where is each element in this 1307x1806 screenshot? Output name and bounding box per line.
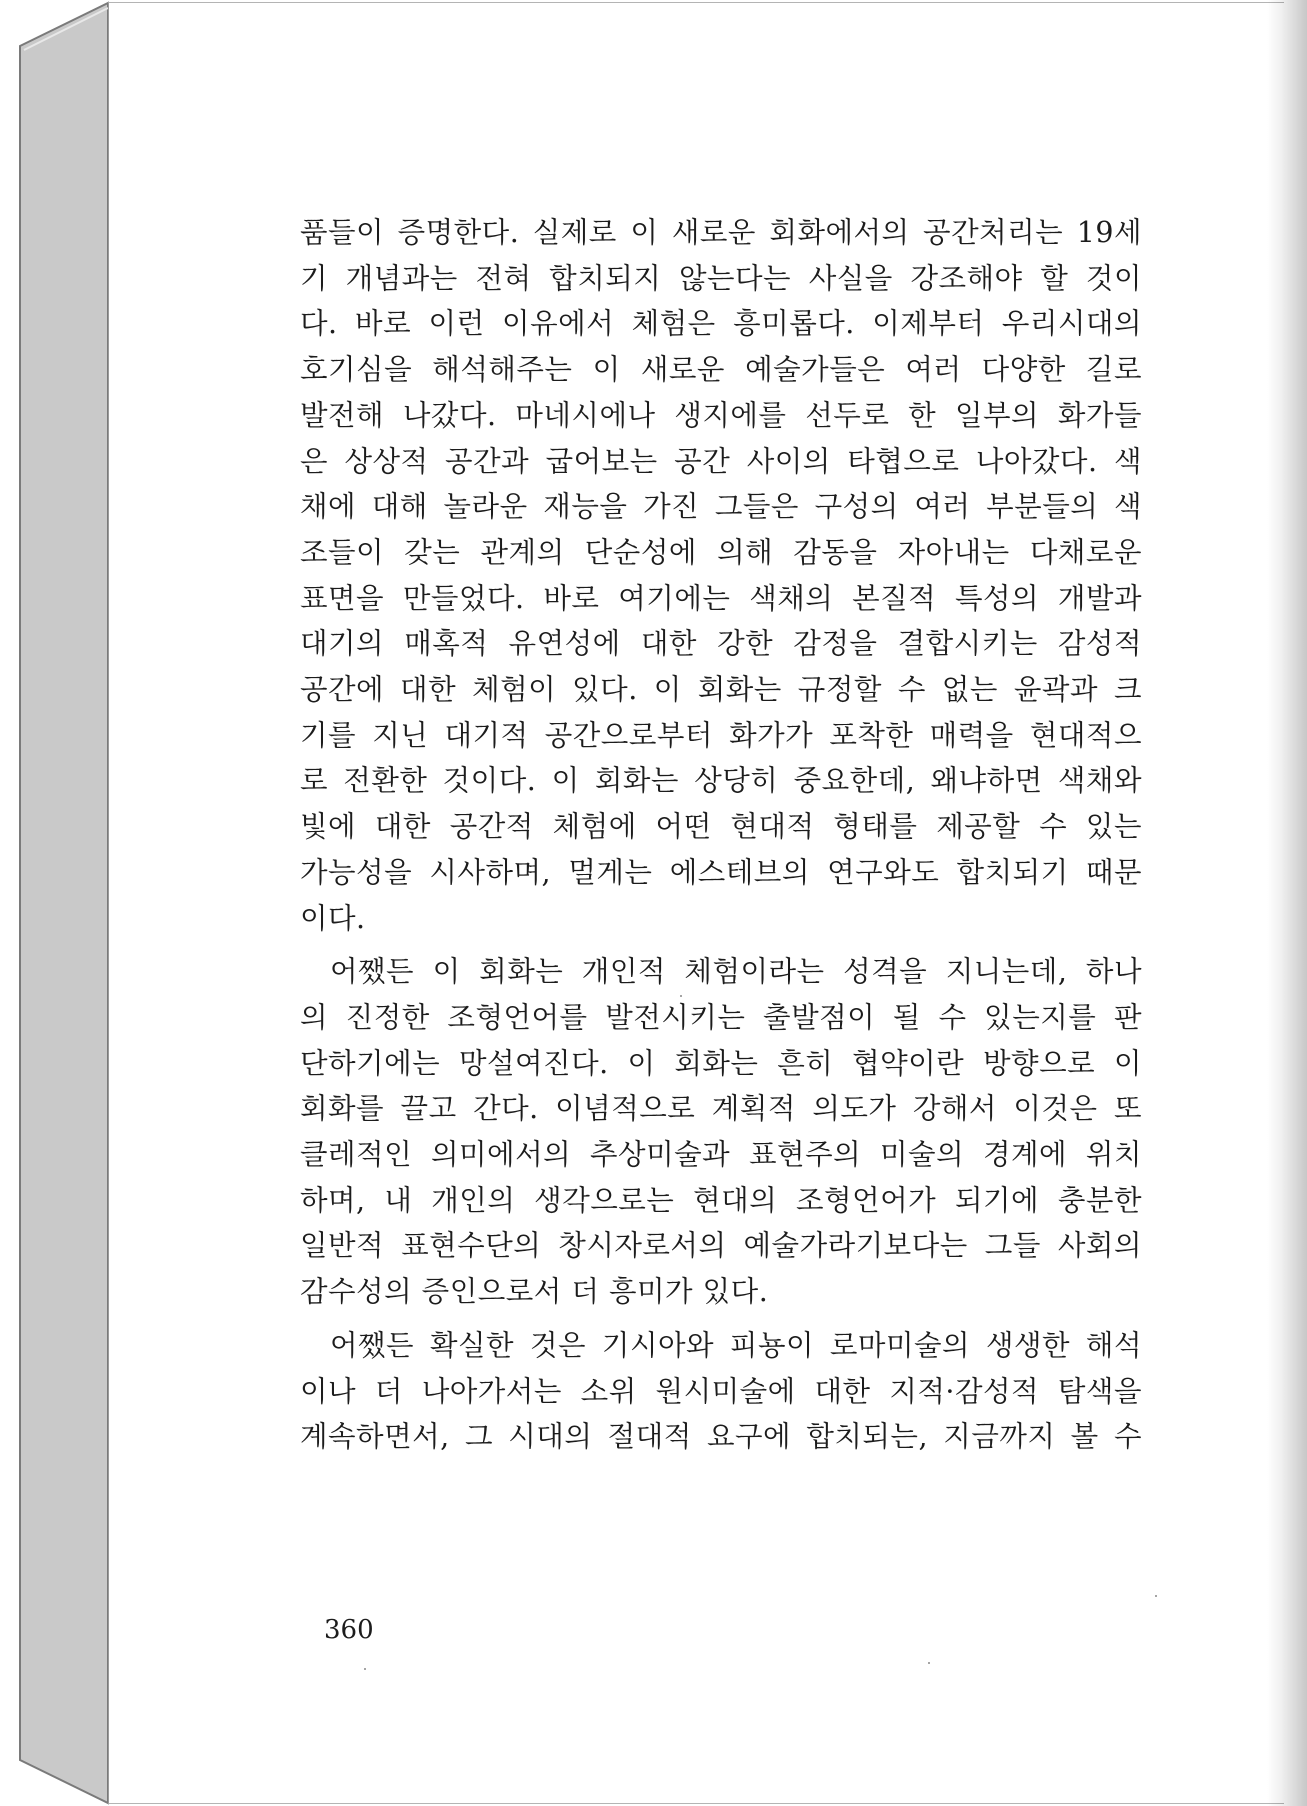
text-line: 가능성을 시사하며, 멀게는 에스테브의 연구와도 합치되기 때문 [300, 855, 1142, 889]
text-line: 이다. [300, 901, 366, 935]
text-line: 대기의 매혹적 유연성에 대한 강한 감정을 결합시키는 감성적 [300, 627, 1142, 661]
text-line: 회화를 끌고 간다. 이념적으로 계획적 의도가 강해서 이것은 또 [300, 1092, 1142, 1126]
text-line: 일반적 표현수단의 창시자로서의 예술가라기보다는 그들 사회의 [300, 1229, 1142, 1263]
text-line: 채에 대해 놀라운 재능을 가진 그들은 구성의 여러 부분들의 색 [300, 490, 1142, 524]
page-body-text [300, 210, 1142, 1460]
page-number: 360 [324, 1615, 374, 1645]
text-line: 공간에 대한 체험이 있다. 이 회화는 규정할 수 없는 윤곽과 크 [300, 673, 1142, 707]
text-line: 은 상상적 공간과 굽어보는 공간 사이의 타협으로 나아갔다. 색 [300, 444, 1142, 478]
text-line: 호기심을 해석해주는 이 새로운 예술가들은 여러 다양한 길로 [300, 353, 1142, 387]
text-line: 조들이 갖는 관계의 단순성에 의해 감동을 자아내는 다채로운 [300, 535, 1142, 569]
book-spine-face [20, 3, 108, 1803]
text-line: 의 진정한 조형언어를 발전시키는 출발점이 될 수 있는지를 판 [300, 1000, 1142, 1034]
scan-speck [1155, 1595, 1157, 1597]
text-line: 감수성의 증인으로서 더 흥미가 있다. [300, 1275, 769, 1309]
text-line: 계속하면서, 그 시대의 절대적 요구에 합치되는, 지금까지 볼 수 [300, 1420, 1142, 1454]
text-line: 어쨌든 확실한 것은 기시아와 피뇽이 로마미술의 생생한 해석 [330, 1328, 1142, 1362]
text-line: 품들이 증명한다. 실제로 이 새로운 회화에서의 공간처리는 19세 [300, 216, 1142, 249]
text-line: 다. 바로 이런 이유에서 체험은 흥미롭다. 이제부터 우리시대의 [300, 307, 1142, 341]
text-line: 하며, 내 개인의 생각으로는 현대의 조형언어가 되기에 충분한 [300, 1183, 1142, 1217]
paragraph-3 [300, 1323, 1142, 1460]
paragraph-2 [300, 949, 1142, 1315]
text-line: 클레적인 의미에서의 추상미술과 표현주의 미술의 경계에 위치 [300, 1138, 1142, 1172]
text-line: 표면을 만들었다. 바로 여기에는 색채의 본질적 특성의 개발과 [300, 581, 1142, 615]
text-line: 발전해 나갔다. 마네시에나 생지에를 선두로 한 일부의 화가들 [300, 398, 1142, 432]
text-line: 이나 더 나아가서는 소위 원시미술에 대한 지적·감성적 탐색을 [300, 1374, 1142, 1408]
text-line: 기 개념과는 전혀 합치되지 않는다는 사실을 강조해야 할 것이 [300, 261, 1142, 295]
text-line: 로 전환한 것이다. 이 회화는 상당히 중요한데, 왜냐하면 색채와 [300, 764, 1142, 798]
text-line: 어쨌든 이 회화는 개인적 체험이라는 성격을 지니는데, 하나 [330, 955, 1142, 989]
book-spine-graphic [0, 0, 110, 1806]
page-edge-shadow [1267, 0, 1307, 1806]
scan-speck [928, 1662, 930, 1664]
scan-speck [680, 995, 682, 997]
text-line: 기를 지닌 대기적 공간으로부터 화가가 포착한 매력을 현대적으 [300, 718, 1142, 752]
text-line: 단하기에는 망설여진다. 이 회화는 흔히 협약이란 방향으로 이 [300, 1046, 1142, 1080]
paragraph-1 [300, 210, 1142, 941]
text-line: 빛에 대한 공간적 체험에 어떤 현대적 형태를 제공할 수 있는 [300, 810, 1142, 844]
scan-speck [364, 1668, 366, 1670]
